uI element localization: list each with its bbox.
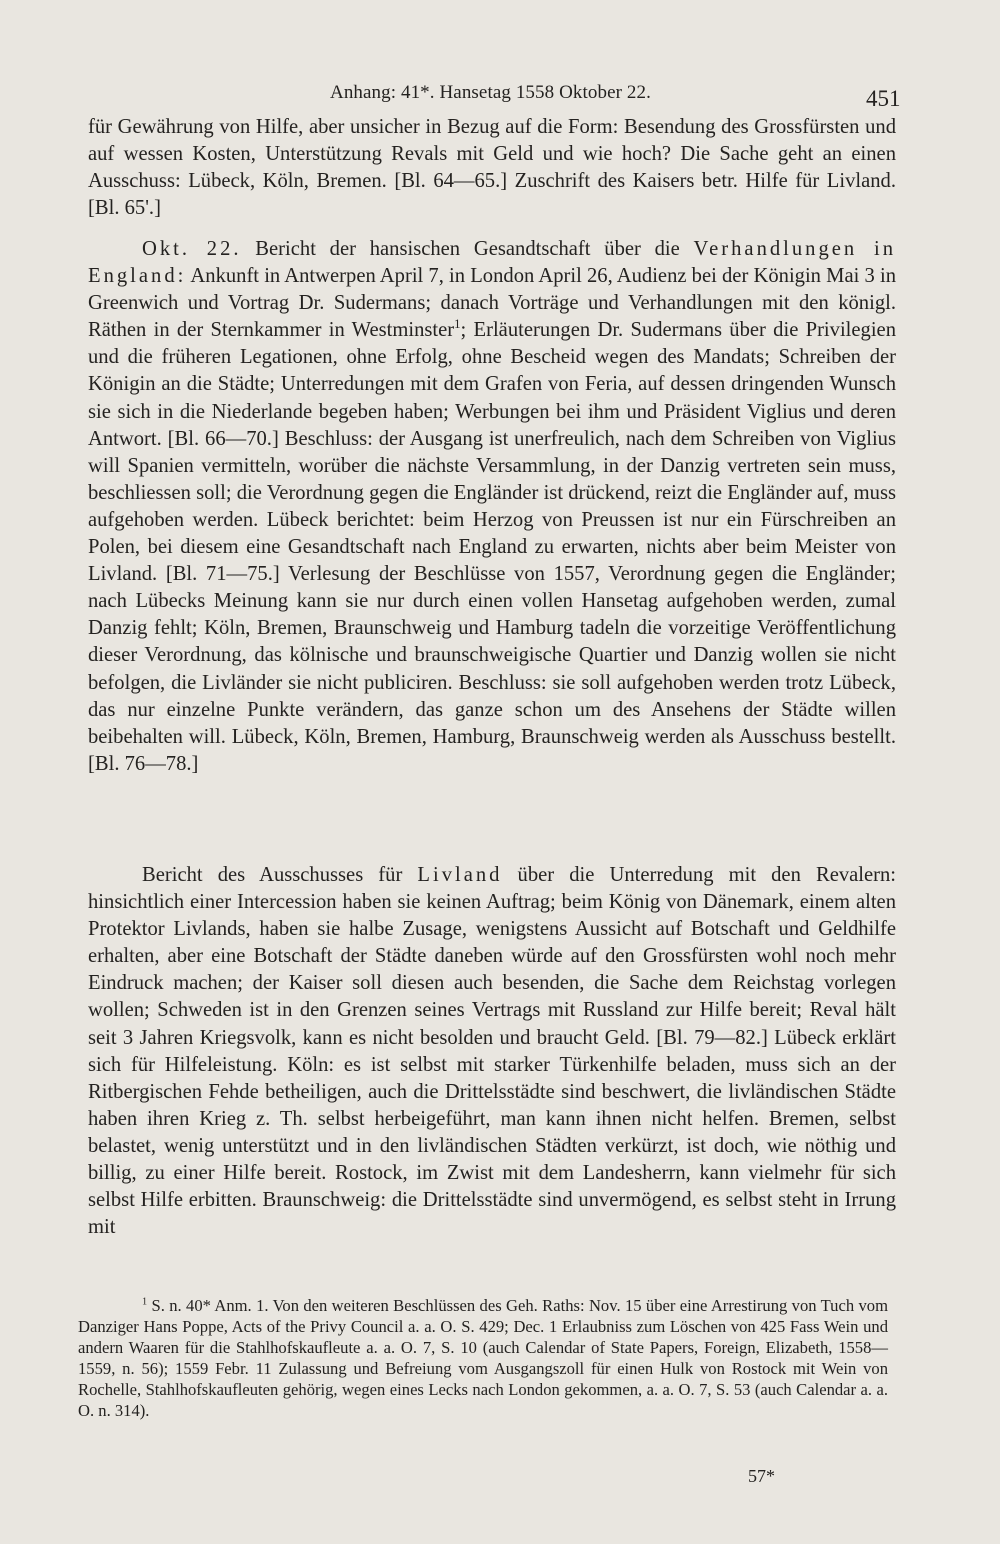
paragraph-3-part-a: Bericht des Ausschusses für — [142, 864, 418, 886]
paragraph-2-text — [88, 236, 896, 778]
page-number: 451 — [866, 86, 901, 111]
paragraph-1-text: für Gewährung von Hilfe, aber unsicher in Bezug auf die Form: Besendung des Grossfürsten und auf wessen Kosten, Unterstützung Revals mit Geld und wie hoch? Die Sache geht an einen Ausschuss: Lübeck, Köln, Bremen. [Bl. 64—65.] Zuschrift des Kaisers betr. Hilfe für Livland. [Bl. 65'.] — [88, 116, 896, 220]
paragraph-3-part-b: über die Unterredung mit den Revalern: hinsichtlich einer Intercession haben sie keinen Auftrag; beim König von Dänemark, einem alten Protektor Livlands, haben sie halbe Zusage, wenigstens Aussicht auf Botschaft und Geldhilfe erhalten, aber eine Botschaft der Städte daneben würde auf den Grossfürsten wohl noch mehr Eindruck machen; der Kaiser soll diesen auch besenden, die Sache dem Reichstag vorlegen wollen; Schweden ist in den Grenzen seines Vertrags mit Russland zur Hilfe bereit; Reval hält seit 3 Jahren Kriegsvolk, kann es nicht besolden und braucht Geld. [Bl. 79—82.] Lübeck erklärt sich für Hilfeleistung. Köln: es ist selbst mit starker Türkenhilfe beladen, muss sich an der Ritbergischen Fehde betheiligen, auch die Drittelsstädte sind beschwert, die livländischen Städte haben ihren Krieg z. Th. selbst herbeigeführt, man kann ihnen nicht helfen. Bremen, selbst belastet, wenig unterstützt und in den livländischen Städten verkürzt, ist doch, wie nöthig und billig, zu einer Hilfe bereit. Rostock, im Zwist mit dem Landesherrn, kann vielmehr für sich selbst Hilfe erbitten. Braunschweig: die Drittelsstädte sind unvermögend, es selbst steht in Irrung mit — [88, 864, 897, 1239]
paragraph-2-part-c: ; Erläuterungen Dr. Sudermans über die Privilegien und die früheren Legationen, ohne Erfolg, ohne Bescheid wegen des Mandats; Schreiben der Königin an die Städte; Unterredungen mit dem Grafen von Feria, auf dessen dringenden Wunsch sie sich in die Niederlande begeben haben; Werbungen bei ihm und Präsident Viglius und deren Antwort. [Bl. 66—70.] Beschluss: der Ausgang ist unerfreulich, nach dem Schreiben von Viglius will Spanien vermitteln, worüber die nächste Versammlung, in der Danzig vertreten sein muss, beschliessen soll; die Verordnung gegen die Engländer ist drückend, reizt die Engländer auf, muss aufgehoben werden. Lübeck berichtet: beim Herzog von Preussen ist nur ein Fürschreiben an Polen, bei diesem eine Gesandtschaft nach England zu erwarten, nichts aber beim Meister von Livland. [Bl. 71—75.] Verlesung der Beschlüsse von 1557, Verordnung gegen die Engländer; nach Lübecks Meinung kann sie nur durch einen vollen Hansetag aufgehoben werden, zumal Danzig fehlt; Köln, Bremen, Braunschweig und Hamburg tadeln die vorzeitige Veröffentlichung dieser Verordnung, das kölnische und braunschweigische Quartier und Danzig wollen sie nicht befolgen, die Livländer sie nicht publiciren. Beschluss: sie soll aufgehoben werden trotz Lübeck, das nur einzelne Punkte verändern, das ganze schon um des Ansehens der Städte willen beibehalten will. Lübeck, Köln, Bremen, Hamburg, Braunschweig werden als Ausschuss bestellt. [Bl. 76—78.] — [88, 319, 896, 775]
spaced-heading-england: Verhandlungen in England: — [88, 238, 896, 288]
footnote-text — [78, 1296, 888, 1421]
paragraph-2-part-a: Bericht der hansischen Gesandtschaft über die — [241, 238, 694, 260]
paragraph-embassy-report — [88, 236, 896, 778]
date-label: Okt. 22. — [142, 238, 242, 260]
footnote-reference: 1 — [454, 317, 461, 332]
footnote-marker: 1 — [142, 1296, 148, 1308]
running-header: Anhang: 41*. Hansetag 1558 Oktober 22. — [330, 82, 651, 103]
paragraph-3-text — [88, 862, 896, 1241]
paragraph-2-part-b: Ankunft in Antwerpen April 7, in London April 26, Audienz bei der Königin Mai 3 in Greenwich und Vortrag Dr. Sudermans; danach Vorträge und Verhandlungen mit den königl. Räthen in der Sternkammer in Westminster — [88, 265, 896, 342]
paragraph-livland-committee — [88, 862, 896, 1241]
paragraph-continuation — [88, 114, 896, 222]
spaced-heading-livland: Livland — [417, 864, 503, 886]
sheet-signature: 57* — [748, 1466, 775, 1486]
footnote — [78, 1296, 888, 1421]
footnote-body: S. n. 40* Anm. 1. Von den weiteren Beschlüssen des Geh. Raths: Nov. 15 über eine Arrestirung von Tuch vom Danziger Hans Poppe, Acts of the Privy Council a. a. O. S. 429; Dec. 1 Erlaubniss zum Löschen von 425 Fass Wein und andern Waaren für die Stahlhofskaufleute a. a. O. 7, S. 10 (auch Calendar of State Papers, Foreign, Elizabeth, 1558—1559, n. 56); 1559 Febr. 11 Zulassung und Befreiung vom Ausgangszoll für einen Hulk von Rostock mit Wein von Rochelle, Stahlhofskaufleuten gehörig, wegen eines Lecks nach London gekommen, a. a. O. 7, S. 53 (auch Calendar a. a. O. n. 314). — [78, 1296, 888, 1420]
